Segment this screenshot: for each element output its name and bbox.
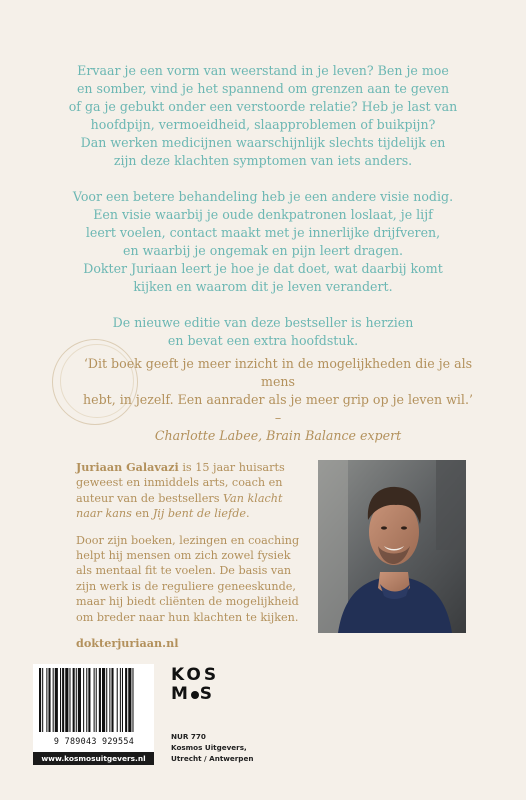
barcode-bar xyxy=(39,668,41,732)
blurb xyxy=(60,62,466,368)
blurb-line: kijken en waarom dit je leven verandert. xyxy=(133,279,393,294)
barcode-bar xyxy=(99,668,101,732)
barcode-bar xyxy=(111,668,113,732)
barcode-bar xyxy=(96,668,97,732)
barcode-bar xyxy=(48,668,50,732)
barcode-bar xyxy=(125,668,127,732)
logo-text: M xyxy=(171,684,191,704)
barcode-bar xyxy=(128,668,131,732)
blurb-line: De nieuwe editie van deze bestseller is herzien xyxy=(112,315,414,330)
blurb-line: Een visie waarbij je oude denkpatronen loslaat, je lijf xyxy=(93,207,433,222)
author-name: Juriaan Galavazi xyxy=(76,460,179,474)
barcode-bar xyxy=(76,668,77,732)
bio-paragraph-1 xyxy=(76,460,308,522)
book-title: Van klacht naar kans xyxy=(76,491,283,521)
barcode-bar xyxy=(78,668,81,732)
barcode xyxy=(33,664,154,765)
review-quote xyxy=(78,355,478,445)
isbn-number: 9 789043 929554 xyxy=(53,736,135,746)
logo-row-bottom xyxy=(171,685,215,704)
publisher-url: www.kosmosuitgevers.nl xyxy=(33,752,154,765)
author-website[interactable]: dokterjuriaan.nl xyxy=(76,636,179,651)
barcode-bar xyxy=(69,668,70,732)
nur-code: NUR 770 xyxy=(171,732,206,741)
barcode-bar xyxy=(86,668,87,732)
logo-text: KOS xyxy=(171,665,220,685)
quote-author: Charlotte Labee, Brain Balance expert xyxy=(154,428,402,443)
bio-paragraph-2: Door zijn boeken, lezingen en coaching helpt hij mensen om zich zowel fysiek als mentaal fit te voelen. De basis van zijn werk is de reguliere geneeskunde, maar hij biedt cliënten de mogelijkheid om breder naar hun klachten te kijken. xyxy=(76,533,300,624)
quote-line: hebt, in jezelf. Een aanrader als je meer grip op je leven wil.’ – xyxy=(83,392,473,425)
blurb-line: leert voelen, contact maakt met je innerlijke drijfveren, xyxy=(85,225,441,240)
bio-text: en xyxy=(131,507,153,521)
publisher-info xyxy=(171,731,291,764)
kosmos-logo xyxy=(171,666,219,704)
logo-dot-icon xyxy=(191,691,199,699)
blurb-line: en somber, vind je het spannend om grenzen aan te geven xyxy=(76,81,450,96)
blurb-line: Ervaar je een vorm van weerstand in je leven? Ben je moe xyxy=(77,63,449,78)
barcode-bar xyxy=(60,668,61,732)
barcode-bar xyxy=(65,668,68,732)
blurb-line: zijn deze klachten symptomen van iets anders. xyxy=(113,153,413,168)
barcode-bar xyxy=(88,668,90,732)
barcode-bar xyxy=(53,668,54,732)
bio-text: is 15 jaar huisarts geweest en inmiddels arts, coach en auteur van de bestsellers xyxy=(76,461,285,505)
logo-text: S xyxy=(199,684,215,704)
barcode-bar xyxy=(102,668,105,732)
barcode-bar xyxy=(109,668,110,732)
barcode-bars xyxy=(33,664,154,736)
blurb-paragraph-1 xyxy=(60,62,466,170)
logo-row-top xyxy=(171,665,220,685)
publisher-city: Utrecht / Antwerpen xyxy=(171,754,254,763)
barcode-bar xyxy=(42,668,43,732)
barcode-bar xyxy=(132,668,133,732)
barcode-bar xyxy=(46,668,47,732)
blurb-line: hoofdpijn, vermoeidheid, slaapproblemen of buikpijn? xyxy=(90,117,436,132)
barcode-bar xyxy=(122,668,123,732)
blurb-line: en waarbij je ongemak en pijn leert dragen. xyxy=(123,243,403,258)
blurb-paragraph-2 xyxy=(60,188,466,296)
barcode-bar xyxy=(94,668,95,732)
blurb-line: en bevat een extra hoofdstuk. xyxy=(167,333,359,348)
quote-line: ‘Dit boek geeft je meer inzicht in de mogelijkheden die je als mens xyxy=(83,356,473,389)
blurb-paragraph-3 xyxy=(60,314,466,350)
publisher-name: Kosmos Uitgevers, xyxy=(171,743,247,752)
author-photo xyxy=(318,460,466,633)
blurb-line: Voor een betere behandeling heb je een andere visie nodig. xyxy=(72,189,454,204)
barcode-bar xyxy=(106,668,107,732)
blurb-line: Dan werken medicijnen waarschijnlijk slechts tijdelijk en xyxy=(80,135,446,150)
barcode-bar xyxy=(83,668,84,732)
bio-text: . xyxy=(245,507,250,521)
author-portrait-image xyxy=(318,460,466,633)
blurb-line: of ga je gebukt onder een verstoorde relatie? Heb je last van xyxy=(68,99,458,114)
author-bio xyxy=(76,460,308,662)
book-title: Jij bent de liefde xyxy=(152,507,246,521)
barcode-bar xyxy=(120,668,121,732)
blurb-line: Dokter Juriaan leert je hoe je dat doet, wat daarbij komt xyxy=(83,261,443,276)
barcode-bar xyxy=(117,668,118,732)
barcode-bar xyxy=(73,668,75,732)
barcode-bar xyxy=(55,668,58,732)
barcode-bar xyxy=(62,668,64,732)
